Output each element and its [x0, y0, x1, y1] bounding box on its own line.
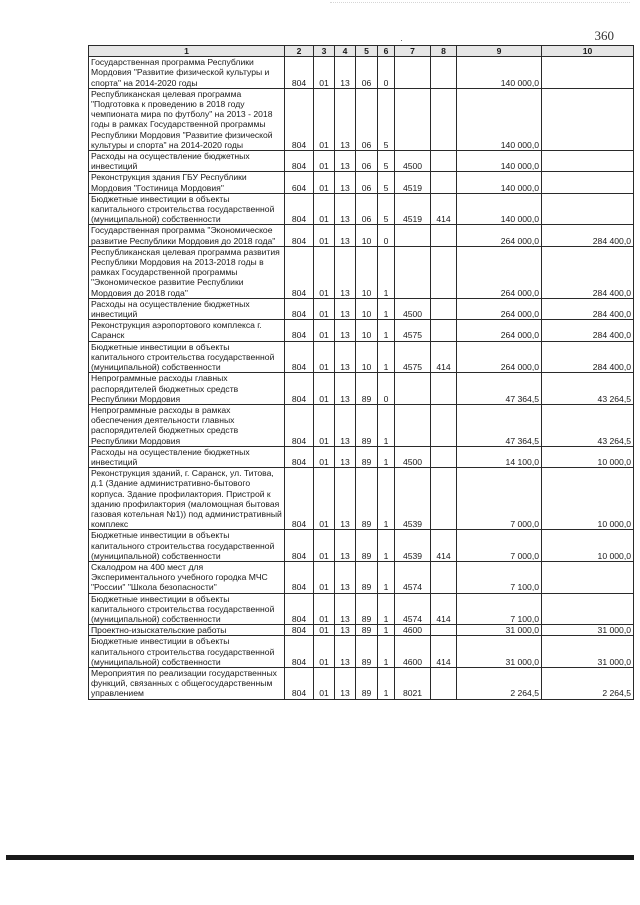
code-target: 8021 [395, 667, 431, 699]
code-target: 4600 [395, 636, 431, 668]
code-expense-type [431, 373, 457, 405]
code-program: 89 [356, 667, 378, 699]
code-subsection: 13 [335, 320, 356, 341]
amount-year-2: 31 000,0 [542, 625, 634, 636]
code-section: 01 [314, 320, 335, 341]
column-header: 10 [542, 46, 634, 57]
amount-year-2 [542, 88, 634, 150]
amount-year-2: 284 400,0 [542, 341, 634, 373]
row-description: Государственная программа "Экономическое развитие Республики Мордовия до 2018 года" [89, 225, 285, 246]
code-subprogram: 0 [378, 225, 395, 246]
code-target [395, 246, 431, 298]
code-section: 01 [314, 57, 335, 89]
amount-year-1: 14 100,0 [457, 446, 542, 467]
code-subsection: 13 [335, 446, 356, 467]
amount-year-2: 284 400,0 [542, 298, 634, 319]
row-description: Мероприятия по реализации государственных функций, связанных с общегосударственным управлением [89, 667, 285, 699]
code-program: 89 [356, 468, 378, 530]
row-description: Республиканская целевая программа развития Республики Мордовия на 2013-2018 годы в рамках Государственной программы "Экономическое развитие Республики Мордовия до 2018 года" [89, 246, 285, 298]
code-section: 01 [314, 593, 335, 625]
code-section: 01 [314, 667, 335, 699]
code-program: 06 [356, 57, 378, 89]
code-subprogram: 1 [378, 593, 395, 625]
code-program: 89 [356, 404, 378, 446]
table-row [89, 225, 634, 246]
row-description: Бюджетные инвестиции в объекты капитального строительства государственной (муниципальной) собственности [89, 636, 285, 668]
code-subsection: 13 [335, 57, 356, 89]
row-description: Бюджетные инвестиции в объекты капитального строительства государственной (муниципальной) собственности [89, 341, 285, 373]
code-program: 06 [356, 193, 378, 225]
row-description: Бюджетные инвестиции в объекты капитального строительства государственной (муниципальной) собственности [89, 193, 285, 225]
table-row [89, 593, 634, 625]
row-description: Расходы на осуществление бюджетных инвестиций [89, 446, 285, 467]
code-ministry: 804 [285, 88, 314, 150]
code-program: 89 [356, 561, 378, 593]
code-subsection: 13 [335, 341, 356, 373]
code-expense-type: 414 [431, 341, 457, 373]
row-description: Реконструкция аэропортового комплекса г. Саранск [89, 320, 285, 341]
code-section: 01 [314, 88, 335, 150]
code-subprogram: 1 [378, 625, 395, 636]
amount-year-2 [542, 57, 634, 89]
code-expense-type: 414 [431, 636, 457, 668]
code-section: 01 [314, 298, 335, 319]
column-header: 5 [356, 46, 378, 57]
code-target [395, 57, 431, 89]
code-target: 4519 [395, 193, 431, 225]
table-row [89, 373, 634, 405]
budget-table [88, 45, 634, 700]
table-row [89, 151, 634, 172]
code-ministry: 804 [285, 246, 314, 298]
amount-year-2 [542, 561, 634, 593]
table-row [89, 88, 634, 150]
amount-year-2: 31 000,0 [542, 636, 634, 668]
code-ministry: 804 [285, 151, 314, 172]
code-target: 4574 [395, 593, 431, 625]
row-description: Бюджетные инвестиции в объекты капитального строительства государственной (муниципальной) собственности [89, 593, 285, 625]
code-program: 10 [356, 225, 378, 246]
column-header: 1 [89, 46, 285, 57]
amount-year-2: 10 000,0 [542, 530, 634, 562]
code-subprogram: 0 [378, 57, 395, 89]
amount-year-2 [542, 151, 634, 172]
table-row [89, 446, 634, 467]
code-subsection: 13 [335, 246, 356, 298]
code-ministry: 804 [285, 404, 314, 446]
code-program: 89 [356, 636, 378, 668]
amount-year-1: 140 000,0 [457, 193, 542, 225]
amount-year-1: 140 000,0 [457, 151, 542, 172]
code-section: 01 [314, 446, 335, 467]
amount-year-1: 47 364,5 [457, 373, 542, 405]
amount-year-2: 10 000,0 [542, 468, 634, 530]
code-subsection: 13 [335, 468, 356, 530]
code-target: 4539 [395, 530, 431, 562]
row-description: Бюджетные инвестиции в объекты капитального строительства государственной (муниципальной) собственности [89, 530, 285, 562]
code-ministry: 804 [285, 561, 314, 593]
amount-year-1: 31 000,0 [457, 636, 542, 668]
code-program: 06 [356, 172, 378, 193]
table-row [89, 468, 634, 530]
amount-year-1: 7 100,0 [457, 561, 542, 593]
code-program: 06 [356, 88, 378, 150]
code-program: 89 [356, 625, 378, 636]
table-row [89, 172, 634, 193]
code-subprogram: 5 [378, 88, 395, 150]
code-program: 89 [356, 373, 378, 405]
table-row [89, 636, 634, 668]
code-ministry: 804 [285, 530, 314, 562]
column-header: 6 [378, 46, 395, 57]
code-subprogram: 1 [378, 446, 395, 467]
code-target: 4539 [395, 468, 431, 530]
code-subsection: 13 [335, 593, 356, 625]
amount-year-1: 7 000,0 [457, 468, 542, 530]
code-subsection: 13 [335, 193, 356, 225]
amount-year-1: 264 000,0 [457, 298, 542, 319]
code-target: 4500 [395, 298, 431, 319]
code-ministry: 804 [285, 341, 314, 373]
code-target: 4519 [395, 172, 431, 193]
amount-year-2: 43 264,5 [542, 373, 634, 405]
row-description: Государственная программа Республики Мордовия "Развитие физической культуры и спорта" на 2014-2020 годы [89, 57, 285, 89]
code-ministry: 804 [285, 625, 314, 636]
table-row [89, 530, 634, 562]
table-row [89, 320, 634, 341]
amount-year-1: 264 000,0 [457, 246, 542, 298]
row-description: Проектно-изыскательские работы [89, 625, 285, 636]
code-ministry: 804 [285, 373, 314, 405]
page-number: 360 [594, 28, 614, 43]
table-header-row [89, 46, 634, 57]
amount-year-1: 2 264,5 [457, 667, 542, 699]
amount-year-2 [542, 593, 634, 625]
column-header: 2 [285, 46, 314, 57]
code-subprogram: 1 [378, 636, 395, 668]
code-section: 01 [314, 561, 335, 593]
amount-year-1: 140 000,0 [457, 57, 542, 89]
row-description: Скалодром на 400 мест для Экспериментального учебного городка МЧС "России" "Школа безопасности" [89, 561, 285, 593]
code-section: 01 [314, 468, 335, 530]
code-section: 01 [314, 625, 335, 636]
code-expense-type [431, 298, 457, 319]
code-expense-type [431, 88, 457, 150]
code-subprogram: 1 [378, 561, 395, 593]
code-program: 10 [356, 341, 378, 373]
code-target: 4500 [395, 151, 431, 172]
code-expense-type [431, 246, 457, 298]
row-description: Реконструкция здания ГБУ Республики Мордовия "Гостиница Мордовия" [89, 172, 285, 193]
amount-year-2: 284 400,0 [542, 246, 634, 298]
amount-year-1: 264 000,0 [457, 320, 542, 341]
code-subprogram: 1 [378, 468, 395, 530]
table-row [89, 667, 634, 699]
code-subsection: 13 [335, 667, 356, 699]
code-ministry: 804 [285, 298, 314, 319]
amount-year-2 [542, 193, 634, 225]
amount-year-1: 7 100,0 [457, 593, 542, 625]
table-row [89, 404, 634, 446]
code-subsection: 13 [335, 561, 356, 593]
code-subsection: 13 [335, 88, 356, 150]
code-expense-type [431, 561, 457, 593]
code-ministry: 804 [285, 57, 314, 89]
code-section: 01 [314, 246, 335, 298]
amount-year-1: 7 000,0 [457, 530, 542, 562]
code-expense-type [431, 172, 457, 193]
code-subprogram: 1 [378, 320, 395, 341]
row-description: Республиканская целевая программа "Подготовка к проведению в 2018 году чемпионата мира по футболу" на 2013 - 2018 годы в рамках Государственной программы Республики Мордовия "Развитие физической культуры и спорта" на 2014-2020 годы [89, 88, 285, 150]
code-expense-type [431, 151, 457, 172]
code-target: 4600 [395, 625, 431, 636]
amount-year-1: 140 000,0 [457, 172, 542, 193]
amount-year-2: 284 400,0 [542, 320, 634, 341]
code-expense-type: 414 [431, 193, 457, 225]
amount-year-1: 47 364,5 [457, 404, 542, 446]
column-header: 7 [395, 46, 431, 57]
code-subprogram: 1 [378, 246, 395, 298]
code-subsection: 13 [335, 404, 356, 446]
amount-year-1: 264 000,0 [457, 341, 542, 373]
code-subsection: 13 [335, 636, 356, 668]
code-expense-type [431, 446, 457, 467]
code-ministry: 804 [285, 667, 314, 699]
column-header: 8 [431, 46, 457, 57]
code-section: 01 [314, 341, 335, 373]
code-ministry: 804 [285, 593, 314, 625]
code-expense-type [431, 225, 457, 246]
code-subsection: 13 [335, 530, 356, 562]
table-row [89, 298, 634, 319]
amount-year-2: 284 400,0 [542, 225, 634, 246]
code-program: 10 [356, 246, 378, 298]
code-section: 01 [314, 151, 335, 172]
table-row [89, 341, 634, 373]
code-subsection: 13 [335, 172, 356, 193]
scan-tick-mark: · [400, 35, 403, 45]
code-section: 01 [314, 373, 335, 405]
code-subprogram: 1 [378, 341, 395, 373]
code-subsection: 13 [335, 373, 356, 405]
code-ministry: 804 [285, 636, 314, 668]
amount-year-2: 10 000,0 [542, 446, 634, 467]
row-description: Непрограммные расходы главных распорядителей бюджетных средств Республики Мордовия [89, 373, 285, 405]
column-header: 4 [335, 46, 356, 57]
code-target: 4574 [395, 561, 431, 593]
code-subprogram: 5 [378, 193, 395, 225]
amount-year-1: 140 000,0 [457, 88, 542, 150]
code-section: 01 [314, 636, 335, 668]
code-program: 89 [356, 593, 378, 625]
code-subsection: 13 [335, 625, 356, 636]
code-program: 89 [356, 446, 378, 467]
code-expense-type [431, 468, 457, 530]
code-section: 01 [314, 530, 335, 562]
code-expense-type [431, 404, 457, 446]
code-target [395, 404, 431, 446]
table-row [89, 193, 634, 225]
scan-artifact-marks [330, 2, 630, 9]
code-target [395, 88, 431, 150]
amount-year-2: 2 264,5 [542, 667, 634, 699]
table-body [89, 57, 634, 699]
code-expense-type: 414 [431, 530, 457, 562]
code-subprogram: 5 [378, 172, 395, 193]
code-expense-type [431, 57, 457, 89]
column-header: 9 [457, 46, 542, 57]
code-subsection: 13 [335, 225, 356, 246]
code-expense-type [431, 667, 457, 699]
code-program: 06 [356, 151, 378, 172]
code-subsection: 13 [335, 298, 356, 319]
amount-year-1: 31 000,0 [457, 625, 542, 636]
code-program: 10 [356, 298, 378, 319]
amount-year-2: 43 264,5 [542, 404, 634, 446]
table-row [89, 561, 634, 593]
code-subprogram: 0 [378, 373, 395, 405]
code-section: 01 [314, 172, 335, 193]
code-expense-type [431, 320, 457, 341]
code-ministry: 804 [285, 468, 314, 530]
table-row [89, 625, 634, 636]
column-header: 3 [314, 46, 335, 57]
code-target [395, 373, 431, 405]
row-description: Непрограммные расходы в рамках обеспечения деятельности главных распорядителей бюджетных средств Республики Мордовия [89, 404, 285, 446]
code-target: 4575 [395, 341, 431, 373]
code-subprogram: 1 [378, 404, 395, 446]
row-description: Реконструкция зданий, г. Саранск, ул. Титова, д.1 (Здание административно-бытового корпуса. Здание профилактория. Пристрой к зданию профилактория (маломощная бытовая газовая котельная №1)) под административный комплекс [89, 468, 285, 530]
row-description: Расходы на осуществление бюджетных инвестиций [89, 298, 285, 319]
code-ministry: 604 [285, 172, 314, 193]
scan-bottom-border [6, 855, 634, 860]
code-target: 4575 [395, 320, 431, 341]
amount-year-1: 264 000,0 [457, 225, 542, 246]
code-ministry: 804 [285, 446, 314, 467]
amount-year-2 [542, 172, 634, 193]
code-target: 4500 [395, 446, 431, 467]
code-subprogram: 1 [378, 667, 395, 699]
code-section: 01 [314, 404, 335, 446]
code-program: 89 [356, 530, 378, 562]
code-ministry: 804 [285, 225, 314, 246]
code-section: 01 [314, 193, 335, 225]
code-subprogram: 5 [378, 151, 395, 172]
code-expense-type: 414 [431, 593, 457, 625]
table-row [89, 57, 634, 89]
code-target [395, 225, 431, 246]
code-expense-type [431, 625, 457, 636]
code-ministry: 804 [285, 193, 314, 225]
code-program: 10 [356, 320, 378, 341]
code-ministry: 804 [285, 320, 314, 341]
code-section: 01 [314, 225, 335, 246]
row-description: Расходы на осуществление бюджетных инвестиций [89, 151, 285, 172]
code-subprogram: 1 [378, 298, 395, 319]
table-row [89, 246, 634, 298]
code-subsection: 13 [335, 151, 356, 172]
code-subprogram: 1 [378, 530, 395, 562]
